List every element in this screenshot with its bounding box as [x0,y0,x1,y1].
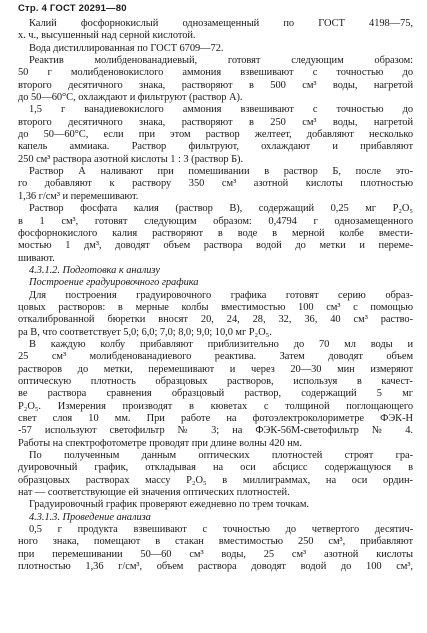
text-line: второго десятичного знака, растворяют в 500 см³ воды, нагретой [18,79,413,91]
text-line: до 50—60°C, охлаждают и фильтруют (раствор А). [18,92,243,104]
body-text [18,18,413,573]
text-line: второго десятичного знака, растворяют в 250 см³ воды, нагретой [18,116,413,128]
text-line: откалиброванной бюретки вносят 20, 24, 28, 32, 36, 40 см³ раство- [18,314,413,326]
text-line: свет слоя 10 мм. При работе на фотоэлектроколориметре ФЭК-Н [18,413,413,424]
text-line: нат — соответствующие ей значения оптических плотностей. [18,487,290,499]
text-line: 4.3.1.2. Подготовка к анализу [29,264,160,276]
text-line: фосфорнокислого калия растворяют в воде в мерной колбе вмести- [18,227,413,239]
text-line: Калий фосфорнокислый однозамещенный по ГОСТ 4198—75, [29,18,413,29]
text-line: Раствор А наливают при помешивании в раствор Б, после это- [29,166,413,178]
text-line: образцовых растворах массу P₂O₅ в миллиграммах, на оси ордин- [18,474,413,486]
text-line: х. ч., высушенный над серной кислотой. [18,30,196,42]
text-line: P₂O₅. Измерения производят в кюветах с толщиной поглощающего [18,400,413,412]
text-line: 250 см³ раствора азотной кислоты 1 : 3 (раствор Б). [18,153,244,165]
text-line: до 50—60°C, если при этом раствор желтеет, добавляют несколько [18,129,413,141]
text-line: 1,36 г/см³ и перемешивают. [18,190,139,202]
text-line: Вода дистиллированная по ГОСТ 6709—72. [29,42,224,54]
text-line: В каждую колбу прибавляют приблизительно до 70 мл воды и [29,338,413,350]
text-line: ве раствора сравнения образцовый раствор, содержащий 5 мг [18,388,413,400]
text-line: 4.3.1.3. Проведение анализа [29,511,151,523]
text-line: ра В, что соответствует 5,0; 6,0; 7,0; 8,0; 9,0; 10,0 мг P₂O₅. [18,326,272,338]
text-line: цовых растворов: в мерные колбы вместимостью 100 см³ с помощью [18,301,413,313]
text-line: при перемешивании 50—60 см³ воды, 25 см³ азотной кислоты [18,548,413,560]
text-line: -57 используют светофильтр № 3; на ФЭК-56М-светофильтр № 4. [18,425,413,437]
text-line: Для построения градуировочного графика готовят серию образ- [29,289,413,301]
text-line: в 1 см³, готовят следующим образом: 0,4794 г однозамещенного [18,215,413,227]
page-header: Стр. 4 ГОСТ 20291—80 [18,3,127,14]
text-line: шивают. [18,252,55,264]
text-line: Раствор фосфата калия (раствор В), содержащий 0,25 мг P₂O₅ [29,203,413,215]
text-line: растворов до метки, перемешивают и через 20—30 мин измеряют [18,363,413,375]
text-line: Построение градуировочного графика [29,277,199,289]
text-line: По полученным данным оптических плотностей строят гра- [29,450,413,462]
text-line: мостью 1 дм³, доводят объем раствора водой до метки и переме- [18,240,413,252]
text-line: Работы на спектрофотометре проводят при длине волны 420 нм. [18,437,302,449]
text-line: 1,5 г ванадиевокислого аммония взвешивают с точностью до [29,104,413,116]
text-line: ного знака, помещают в стакан вместимостью 250 см³, прибавляют [18,536,413,548]
text-line: Градуировочный график проверяют ежедневно по трем точкам. [29,499,309,511]
text-line: плотностью 1,36 г/см³, объем раствора доводят водой до 100 см³, [18,561,413,573]
text-line: дуировочный график, откладывая на оси абсцисс содержащуюся в [18,462,413,474]
text-line: 25 см³ молибденованадиевого реактива. Затем доводят объем [18,351,413,363]
text-line: капель аммиака. Раствор фильтруют, охлаждают и прибавляют [18,141,413,153]
text-line: 50 г молибденовокислого аммония взвешивают с точностью до [18,67,413,79]
text-line: го добавляют к раствору 350 см³ азотной кислоты плотностью [18,178,413,190]
text-line: оптическую плотность образцовых растворов, используя в качест- [18,375,413,387]
text-line: Реактив молибденованадиевый, готовят следующим образом: [29,55,413,67]
text-line: 0,5 г продукта взвешивают с точностью до четвертого десятич- [29,524,413,536]
